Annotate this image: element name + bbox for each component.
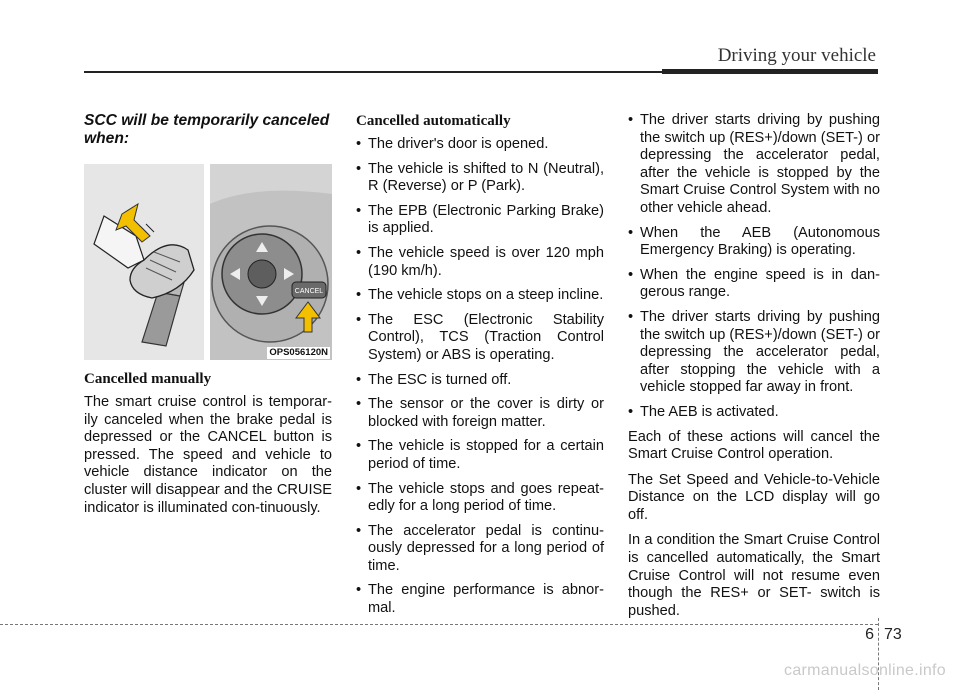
- list-item: • The driver starts driving by pushing the switch up (RES+)/down (SET-) or depressing the accelerator pedal, after stopping the vehicle with a vehicle stopped far away in front.: [628, 309, 880, 397]
- cancel-button-label: CANCEL: [294, 288, 324, 295]
- list-item: • The EPB (Electronic Parking Brake) is applied.: [356, 203, 604, 238]
- watermark-text: carmanualsonline.info: [784, 662, 946, 679]
- list-item: • The engine performance is abnor-mal.: [356, 582, 604, 617]
- list-item: • The AEB is activated.: [628, 404, 880, 422]
- list-item: • The vehicle stops on a steep incline.: [356, 287, 604, 305]
- list-item: • The ESC is turned off.: [356, 372, 604, 390]
- subheading-automatic: Cancelled automatically: [356, 113, 511, 129]
- paragraph-no-resume: In a condition the Smart Cruise Control is cancelled automatically, the Smart Cruise Control will not resume even though the RES+ or SET- switch is pushed.: [628, 532, 880, 619]
- list-item: • The vehicle is shifted to N (Neutral), R (Reverse) or P (Park).: [356, 161, 604, 196]
- column-right: [628, 112, 880, 628]
- figure-brake-cancel: [84, 164, 332, 360]
- list-item: • When the engine speed is in dan-gerous range.: [628, 267, 880, 302]
- list-item: • The ESC (Electronic Stability Control), TCS (Traction Control System) or ABS is operating.: [356, 312, 604, 365]
- footer-rule: [0, 624, 878, 625]
- list-item: • The accelerator pedal is continu-ously depressed for a long period of time.: [356, 523, 604, 576]
- list-item: • When the AEB (Autonomous Emergency Braking) is operating.: [628, 225, 880, 260]
- brake-and-cancel-illustration: [84, 164, 332, 360]
- page-header-title: Driving your vehicle: [717, 45, 876, 66]
- list-item: • The sensor or the cover is dirty or blocked with foreign matter.: [356, 396, 604, 431]
- section-heading: SCC will be temporarily canceled when:: [84, 112, 330, 147]
- page-number: 73: [884, 626, 902, 643]
- header-rule-accent: [662, 69, 878, 74]
- paragraph-display-off: The Set Speed and Vehicle-to-Vehicle Distance on the LCD display will go off.: [628, 471, 880, 523]
- subheading-manual: Cancelled manually: [84, 371, 212, 387]
- list-item: • The vehicle speed is over 120 mph (190 km/h).: [356, 245, 604, 280]
- auto-cancel-list-continued: [628, 112, 880, 422]
- manual-cancel-text: The smart cruise control is temporar-ily canceled when the brake pedal is depressed or the CANCEL button is pressed. The speed and vehicle to vehicle distance indicator on the cluster will disappear and the CRUISE indicator is illuminated con-tinuously.: [84, 394, 332, 516]
- list-item: • The vehicle stops and goes repeat-edly for a long period of time.: [356, 481, 604, 516]
- chapter-number: 6: [865, 626, 874, 643]
- column-left: [84, 112, 332, 525]
- list-item: • The driver starts driving by pushing the switch up (RES+)/down (SET-) or depressing the accelerator pedal, after the vehicle is stopped by the Smart Cruise Control System with no other vehicle ahead.: [628, 112, 880, 218]
- paragraph-cancel-operation: Each of these actions will cancel the Smart Cruise Control operation.: [628, 428, 880, 463]
- column-middle: [356, 112, 604, 625]
- list-item: • The driver's door is opened.: [356, 136, 604, 154]
- figure-code: OPS056120N: [269, 347, 328, 358]
- list-item: • The vehicle is stopped for a certain period of time.: [356, 438, 604, 473]
- auto-cancel-list: [356, 136, 604, 618]
- header-rule: [84, 71, 662, 73]
